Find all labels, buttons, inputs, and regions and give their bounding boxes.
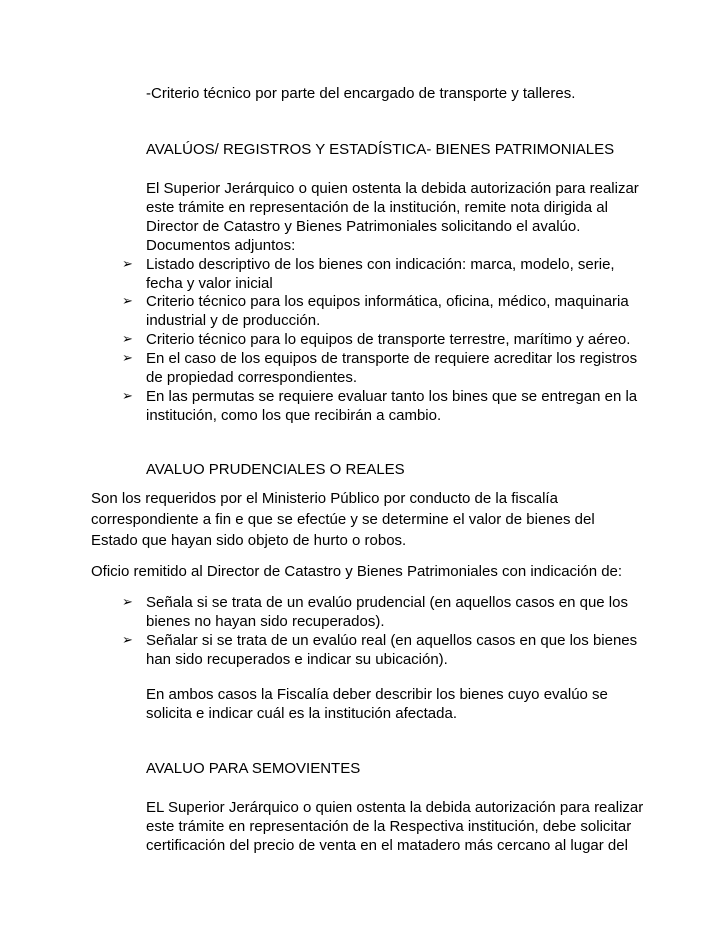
arrow-bullet-icon: ➢ (122, 595, 133, 610)
bullet-item-line: Criterio técnico para los equipos informática, oficina, médico, maquinaria (146, 293, 629, 310)
paragraph-line: este trámite en representación de la Respectiva institución, debe solicitar (146, 818, 632, 835)
paragraph-line: Documentos adjuntos: (146, 237, 296, 254)
bullet-item-line: institución, como los que recibirán a cambio. (146, 407, 442, 424)
section-heading-semovientes: AVALUO PARA SEMOVIENTES (146, 760, 361, 777)
paragraph-line: certificación del precio de venta en el matadero más cercano al lugar del (146, 837, 628, 854)
oficio-line: Oficio remitido al Director de Catastro y Bienes Patrimoniales con indicación de: (91, 563, 623, 580)
paragraph-line: correspondiente a fin e que se efectúe y se determine el valor de bienes del (91, 511, 595, 528)
section-heading-prudenciales: AVALUO PRUDENCIALES O REALES (146, 461, 405, 478)
paragraph-line: solicita e indicar cuál es la institución afectada. (146, 705, 458, 722)
arrow-bullet-icon: ➢ (122, 633, 133, 648)
paragraph-line: En ambos casos la Fiscalía deber describir los bienes cuyo evalúo se (146, 686, 608, 703)
bullet-item-line: Criterio técnico para lo equipos de transporte terrestre, marítimo y aéreo. (146, 331, 631, 348)
arrow-bullet-icon: ➢ (122, 351, 133, 366)
bullet-item-line: bienes no hayan sido recuperados). (146, 613, 385, 630)
arrow-bullet-icon: ➢ (122, 294, 133, 309)
paragraph-line: El Superior Jerárquico o quien ostenta la debida autorización para realizar (146, 180, 639, 197)
bullet-item-line: Listado descriptivo de los bienes con indicación: marca, modelo, serie, (146, 256, 615, 273)
arrow-bullet-icon: ➢ (122, 332, 133, 347)
arrow-bullet-icon: ➢ (122, 257, 133, 272)
bullet-item-line: industrial y de producción. (146, 312, 321, 329)
paragraph-line: este trámite en representación de la institución, remite nota dirigida al (146, 199, 608, 216)
paragraph-line: Estado que hayan sido objeto de hurto o robos. (91, 532, 407, 549)
paragraph-line: Director de Catastro y Bienes Patrimoniales solicitando el avalúo. (146, 218, 581, 235)
paragraph-line: Son los requeridos por el Ministerio Público por conducto de la fiscalía (91, 490, 558, 507)
bullet-item-line: En las permutas se requiere evaluar tanto los bines que se entregan en la (146, 388, 638, 405)
bullet-item-line: de propiedad correspondientes. (146, 369, 357, 386)
paragraph-line: EL Superior Jerárquico o quien ostenta la debida autorización para realizar (146, 799, 644, 816)
bullet-item-line: En el caso de los equipos de transporte de requiere acreditar los registros (146, 350, 638, 367)
section-heading-avaluos: AVALÚOS/ REGISTROS Y ESTADÍSTICA- BIENES PATRIMONIALES (146, 141, 615, 158)
bullet-item-line: fecha y valor inicial (146, 275, 273, 292)
bullet-item-line: Señalar si se trata de un evalúo real (en aquellos casos en que los bienes (146, 632, 638, 649)
bullet-item-line: Señala si se trata de un evalúo prudencial (en aquellos casos en que los (146, 594, 628, 611)
intro-line: -Criterio técnico por parte del encargado de transporte y talleres. (146, 85, 576, 102)
arrow-bullet-icon: ➢ (122, 389, 133, 404)
bullet-item-line: han sido recuperados e indicar su ubicación). (146, 651, 448, 668)
